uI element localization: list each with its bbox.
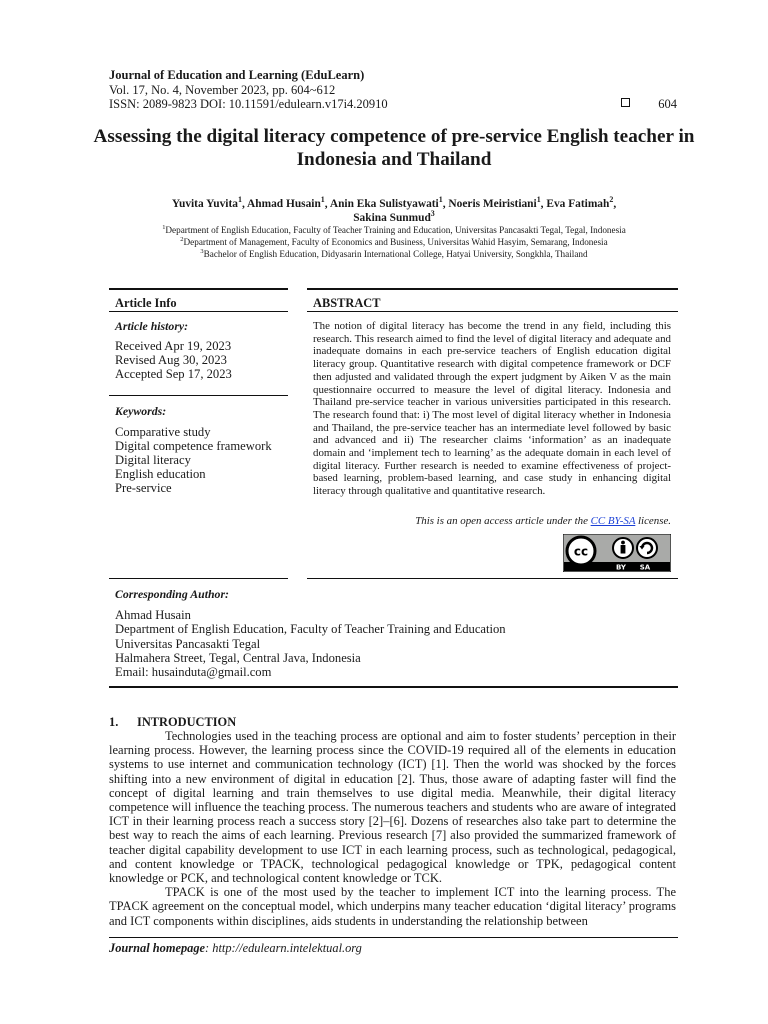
author-affiliation-mark: 1 [320, 195, 325, 205]
keyword-item: Digital literacy [115, 453, 191, 467]
corresponding-university: Universitas Pancasakti Tegal [115, 636, 261, 651]
abstract-top-rule [307, 288, 678, 290]
article-title: Assessing the digital literacy competence of pre-service English teacher in Indonesia and Thailand [93, 126, 695, 170]
keywords-heading: Keywords: [115, 404, 167, 418]
corresponding-bottom-rule [109, 686, 678, 688]
footer-rule [109, 937, 678, 938]
history-divider [109, 395, 288, 396]
section-title: INTRODUCTION [137, 715, 237, 729]
corresponding-details [115, 608, 506, 679]
section-heading-introduction [109, 715, 236, 730]
corresponding-department: Department of English Education, Faculty of Teacher Training and Education [115, 622, 506, 637]
affiliation-text: Department of English Education, Faculty of Teacher Training and Education, Universitas Pancasakti Tegal, Tegal, Indonesia [165, 225, 626, 235]
footer-label: Journal homepage [109, 941, 206, 955]
affiliation-list [60, 224, 728, 260]
author-affiliation-mark: 3 [430, 209, 435, 219]
paragraph: Technologies used in the teaching process are optional and aim to foster students’ perception in their learning process. However, the learning process since the COVID-19 required all of the elements in education systems to use internet and communication technology (ICT) [1]. Then the world was shocked by the forces shifting into a new environment of digital in education [2]. Thus, those aware of adapting faster will find the concept of digital learning and train themselves to use digital media. Meanwhile, their digital literacy competence will influence the teaching process. The numerous teachers and students who are aware of integrated ICT in their learning process reach a success story [2]–[6]. Dozens of researches also take part to determine the best way to reach the aims of each learning. Previous research [7] also provided the summarized framework of teacher digital capability development to use ICT in each learning process, such as technological, pedagogical, and content knowledge or TPACK, technological pedagogical knowledge or TPK, pedagogical content knowledge or PCK, and technological content knowledge or TCK. [109, 729, 676, 886]
history-received: Received Apr 19, 2023 [115, 339, 232, 353]
abstract-text: The notion of digital literacy has become the trend in any field, including this research. This research aimed to find the level of digital literacy and adequate and inadequate domains in each pre-service teachers of English education digital literacy group. Quantitative research with digital competence framework or DCF then adjusted and validated through the expert judgment by Aiken V as the main questionnaire occurred to measure the level of digital literacy. Indonesia and Thailand pre-service teacher in various universities participated in this research. The research found that: i) The most level of digital literacy whether in Indonesia and Thailand, the pre-service teacher has an intermediate level followed by basic and advanced and ii) The researcher claims ‘information’ as an inadequate domain and ‘implement tech to learning’ as the adequate domain in each level of digital literacy. Further research is needed to examine effectiveness of project-based learning, problem-based learning, and case study in enhancing digital literacy through qualitative and quantitative research. [313, 320, 671, 498]
author-separator: , [540, 198, 547, 210]
license-link[interactable]: CC BY-SA [590, 515, 636, 527]
article-info-bottom-rule [109, 578, 288, 579]
affiliation-mark: 1 [162, 223, 166, 231]
abstract-bottom-rule [307, 578, 678, 579]
history-revised: Revised Aug 30, 2023 [115, 353, 227, 367]
square-icon [621, 98, 630, 107]
page-number: 604 [658, 97, 677, 111]
affiliation-line [60, 248, 728, 260]
keyword-item: Pre-service [115, 481, 172, 495]
author-name: Ahmad Husain [247, 198, 321, 210]
section-number: 1. [109, 715, 119, 729]
author-separator: , [241, 198, 248, 210]
cc-letters: cc [573, 544, 589, 559]
corresponding-name: Ahmad Husain [115, 608, 191, 622]
history-list [115, 339, 232, 381]
author-name: Anin Eka Sulistyawati [329, 198, 439, 210]
corresponding-email: Email: husainduta@gmail.com [115, 665, 272, 680]
journal-name: Journal of Education and Learning (EduLearn) [109, 68, 365, 82]
affiliation-mark: 3 [200, 247, 204, 255]
affiliation-text: Bachelor of English Education, Didyasarin International College, Hatyai University, Songkhla, Thailand [203, 249, 588, 259]
corresponding-address: Halmahera Street, Tegal, Central Java, Indonesia [115, 650, 361, 665]
issn-doi-line: ISSN: 2089-9823 DOI: 10.11591/edulearn.v17i4.20910 [109, 97, 388, 111]
cc-by-sa-badge[interactable] [563, 534, 671, 572]
footer-url[interactable]: http://edulearn.intelektual.org [212, 941, 362, 955]
author-name: Eva Fatimah [546, 198, 610, 210]
footer-sep: : [205, 941, 213, 955]
paragraph: TPACK is one of the most used by the teacher to implement ICT into the learning process. The TPACK agreement on the conceptual model, which underpins many teacher education ‘digital literacy’ programs and ICT components within disciplines, aids students in understanding the relationship between [109, 885, 676, 928]
author-affiliation-mark: 1 [237, 195, 242, 205]
author-name: Sakina Sunmud [353, 212, 431, 224]
article-info-sub-rule [109, 311, 288, 312]
keyword-item: Digital competence framework [115, 439, 272, 453]
volume-line: Vol. 17, No. 4, November 2023, pp. 604~612 [109, 83, 336, 97]
history-accepted: Accepted Sep 17, 2023 [115, 367, 232, 381]
author-separator: , [613, 198, 617, 210]
history-heading: Article history: [115, 319, 189, 333]
journal-homepage [109, 941, 362, 956]
introduction-body [109, 729, 676, 928]
affiliation-text: Department of Management, Faculty of Economics and Business, Universitas Wahid Hasyim, Semarang, Indonesia [183, 237, 608, 247]
affiliation-mark: 2 [180, 235, 184, 243]
affiliation-line [60, 224, 728, 236]
author-affiliation-mark: 2 [609, 195, 614, 205]
corresponding-heading: Corresponding Author: [115, 587, 229, 601]
keyword-item: English education [115, 467, 206, 481]
license-prefix: This is an open access article under the [415, 515, 591, 527]
author-affiliation-mark: 1 [536, 195, 541, 205]
author-separator: , [324, 198, 330, 210]
author-name: Noeris Meiristiani [448, 198, 537, 210]
article-info-top-rule [109, 288, 288, 290]
abstract-heading: ABSTRACT [313, 296, 381, 310]
keywords-list [115, 425, 272, 495]
author-name: Yuvita Yuvita [171, 198, 238, 210]
article-info-heading: Article Info [115, 296, 177, 310]
abstract-sub-rule [307, 311, 678, 312]
badge-by-label: BY [615, 563, 627, 572]
license-suffix: license. [635, 515, 671, 527]
keyword-item: Comparative study [115, 425, 211, 439]
author-affiliation-mark: 1 [438, 195, 443, 205]
affiliation-line [60, 236, 728, 248]
badge-sa-label: SA [639, 563, 651, 572]
license-line [415, 515, 671, 527]
author-list [60, 197, 728, 225]
author-separator: , [442, 198, 449, 210]
